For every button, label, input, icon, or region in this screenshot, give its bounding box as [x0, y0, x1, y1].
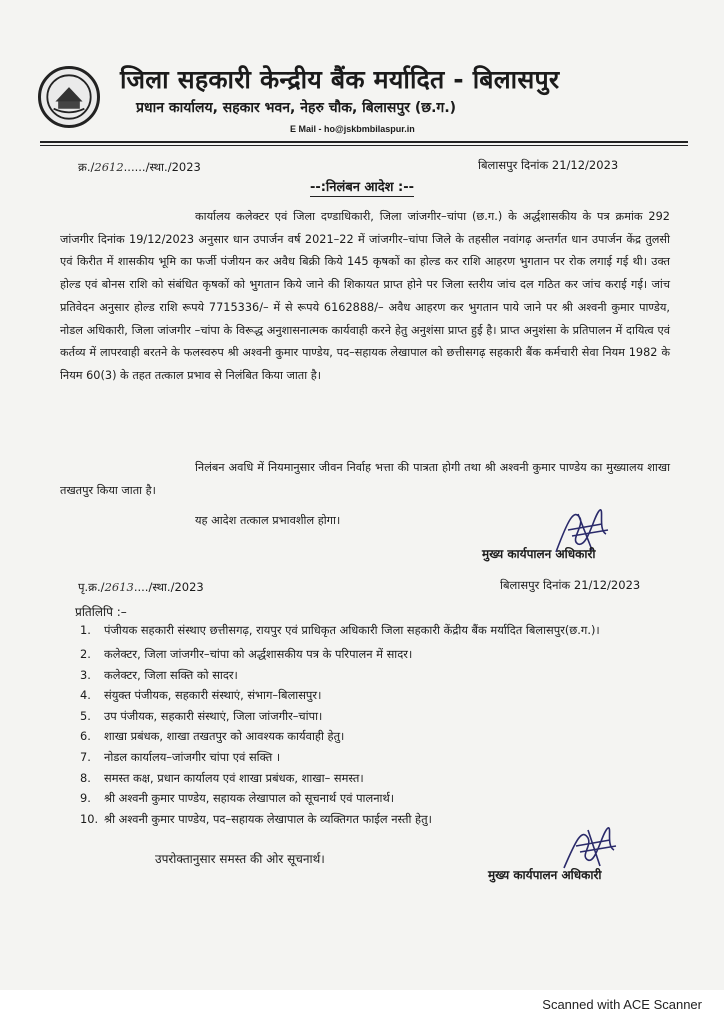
endorsement-date: बिलासपुर दिनांक 21/12/2023	[500, 578, 641, 592]
copy-to-list	[58, 621, 678, 829]
copy-item-text: संयुक्त पंजीयक, सहकारी संस्थाएं, संभाग–बिलासपुर।	[104, 688, 322, 703]
order-subject	[0, 177, 724, 195]
copy-item-number: 3.	[80, 667, 91, 682]
copy-item	[58, 747, 678, 768]
endorsement-reference	[78, 580, 204, 595]
copy-item	[58, 788, 678, 809]
copy-item	[58, 726, 678, 747]
order-signatory: मुख्य कार्यपालन अधिकारी	[482, 547, 596, 561]
copy-item-text: कलेक्टर, जिला सक्ति को सादर।	[104, 667, 238, 682]
copy-item-number: 4.	[80, 688, 91, 703]
bank-email: E Mail - ho@jskbmbilaspur.in	[290, 124, 415, 134]
copy-item-text: श्री अश्वनी कुमार पाण्डेय, सहायक लेखापाल को सूचनार्थ एवं पालनार्थ।	[104, 791, 395, 806]
bank-emblem-icon	[41, 69, 97, 125]
copy-item-number: 10.	[80, 811, 99, 826]
scanner-footer	[0, 990, 724, 1024]
copy-item-text: श्री अश्वनी कुमार पाण्डेय, पद–सहायक लेखापाल के व्यक्तिगत फाईल नस्ती हेतु।	[104, 811, 432, 826]
bank-name: जिला सहकारी केन्द्रीय बैंक मर्यादित - बिलासपुर	[120, 65, 560, 94]
copy-item-text: उप पंजीयक, सहकारी संस्थाएं, जिला जांजगीर–चांपा।	[104, 708, 323, 723]
copy-item-text: पंजीयक सहकारी संस्थाए छत्तीसगढ़, रायपुर एवं प्राधिकृत अधिकारी जिला सहकारी केंद्रीय बैंक मर्यादित बिलासपुर(छ.ग.)।	[104, 623, 600, 637]
copy-to-label: प्रतिलिपि :–	[75, 605, 127, 619]
copy-item-number: 2.	[80, 647, 91, 661]
order-date: बिलासपुर दिनांक 21/12/2023	[478, 158, 619, 172]
endorsement-ref-number: 2613	[104, 580, 134, 594]
closing-note: उपरोक्तानुसार समस्त की ओर सूचनार्थ।	[155, 852, 325, 866]
order-paragraph-1: कार्यालय कलेक्टर एवं जिला दण्डाधिकारी, जिला जांजगीर–चांपा (छ.ग.) के अर्द्धशासकीय के पत्र क्रमांक 292 जांजगीर दिनांक 19/12/2023 अनुसार धान उपार्जन वर्ष 2021–22 में जांजगीर–चांपा जिले के तहसील नवांगढ़ अन्तर्गत धान उपार्जन केंद्र तुलसी एवं किरीत में शासकीय भूमि का फर्जी पंजीयन कर अवैध बिक्री किये 145 कृषकों का होल्ड कर राशि आहरण भुगतान पर रोक लगाई गई थी। उक्त होल्ड एवं बोनस राशि को संबंधित कृषकों को भुगतान किये जाने की शिकायत प्राप्त होने पर जिला स्तरीय जांच दल गठित कर जांच कराई गई। जांच प्रतिवेदन अनुसार होल्ड राशि रूपये 7715336/– में से रूपये 6162888/– अवैध आहरण कर भुगतान पाये जाने पर श्री अश्वनी कुमार पाण्डेय, नोडल अधिकारी, जिला जांजगीर –चांपा के विरूद्ध अनुशासनात्मक कार्यवाही करने हेतु अनुशंसा प्राप्त हुई है। प्राप्त अनुशंसा के प्रतिपालन में दायित्व एवं कर्तव्य में लापरवाही बरतने के फलस्वरुप श्री अश्वनी कुमार पाण्डेय, पद–सहायक लेखापाल को छत्तीसगढ़ सहकारी बैंक कर्मचारी सेवा नियम 1982 के नियम 60(3) के तहत तत्काल प्रभाव से निलंबित किया जाता है।	[60, 210, 670, 382]
copy-item-text: कलेक्टर, जिला जांजगीर–चांपा को अर्द्धशासकीय पत्र के परिपालन में सादर।	[104, 647, 413, 661]
endorsement-ref-suffix: ..../स्था./2023	[133, 580, 204, 594]
copy-item-text: समस्त कक्ष, प्रधान कार्यालय एवं शाखा प्रबंधक, शाखा– समस्त।	[104, 770, 364, 785]
order-paragraph-3: यह आदेश तत्काल प्रभावशील होगा।	[195, 514, 341, 527]
copy-item-number: 1.	[80, 623, 91, 637]
order-ref-prefix: क्र./	[78, 160, 95, 174]
copy-item-number: 9.	[80, 791, 91, 806]
copy-item-text: शाखा प्रबंधक, शाखा तखतपुर को आवश्यक कार्यवाही हेतु।	[104, 729, 345, 744]
order-ref-suffix: ....../स्था./2023	[123, 160, 201, 174]
copy-item	[58, 644, 678, 665]
copy-item	[58, 685, 678, 706]
endorsement-ref-prefix: पृ.क्र./	[78, 580, 105, 594]
scanner-watermark: Scanned with ACE Scanner	[542, 997, 702, 1012]
copy-item-number: 7.	[80, 749, 91, 764]
endorsement-signatory: मुख्य कार्यपालन अधिकारी	[488, 868, 602, 882]
bank-address: प्रधान कार्यालय, सहकार भवन, नेहरु चौक, बिलासपुर (छ.ग.)	[136, 100, 457, 116]
order-paragraph-2: निलंबन अवधि में नियमानुसार जीवन निर्वाह भत्ता की पात्रता होगी तथा श्री अश्वनी कुमार पाण्डेय का मुख्यालय शाखा तखतपुर किया जाता है।	[60, 461, 670, 497]
copy-item	[58, 706, 678, 727]
header-divider	[40, 141, 688, 143]
copy-item-number: 8.	[80, 770, 91, 785]
copy-item	[58, 665, 678, 686]
order-ref-number: 2612	[94, 160, 124, 174]
header-divider-thin	[40, 145, 688, 146]
copy-item-text: नोडल कार्यालय–जांजगीर चांपा एवं सक्ति ।	[104, 749, 281, 764]
copy-item	[58, 768, 678, 789]
copy-item-number: 6.	[80, 729, 91, 744]
order-reference	[78, 160, 201, 175]
bank-logo	[38, 66, 100, 128]
copy-item-number: 5.	[80, 708, 91, 723]
copy-item	[58, 621, 678, 644]
order-subject-text: --:निलंबन आदेश :--	[309, 180, 415, 195]
